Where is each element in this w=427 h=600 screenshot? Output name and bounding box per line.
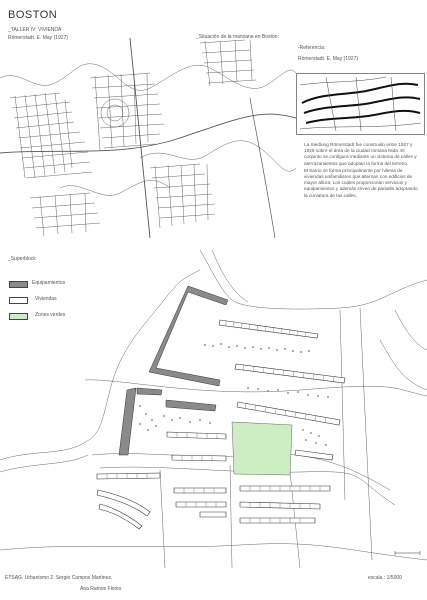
- author-label: Ana Ramos Flores: [80, 586, 122, 592]
- reference-project: Römerstadt. E. May (1927): [298, 56, 359, 62]
- project-label: Römerstadt. E. May (1927): [8, 35, 69, 41]
- scale-label: escala : 1/5000: [368, 575, 402, 581]
- project-description: [304, 142, 422, 200]
- superblock-label: _Superblock: [8, 256, 36, 262]
- course-label: _TALLER IV: VIVIENDA: [8, 27, 62, 33]
- credits-label: ETSAG. Urbanismo 2. Sergio Campos Martinez.: [5, 575, 113, 581]
- description-paragraph: La Siedlung Römerstadt fue construido entre 1927 y 1929 sobre el área de la ciudad romana Nida. El conjunto se configura mediante un sistema de calles y aterrazamientos que adoptan la forma del terreno.: [304, 142, 417, 166]
- legend-label-green: Zones verdes: [35, 312, 66, 318]
- equipment-building: [149, 286, 228, 386]
- boston-city-map: [0, 38, 296, 238]
- housing-row: [97, 473, 160, 479]
- page-title: BOSTON: [8, 9, 58, 21]
- location-caption: _Situación de la manzana en Boston:: [196, 34, 279, 40]
- equipment-building: [137, 388, 162, 395]
- housing-row: [240, 518, 315, 523]
- green-zone: [232, 422, 292, 475]
- description-paragraph: El barrio se forma principalmente por hileras de viviendas unifamiliares que alternan con edificios de mayor altura. Los cuales proporcionan servicios y equipamientos y además sirven de pantalla adoptando la curvatura de las calles.: [304, 167, 418, 198]
- legend-label-housing: Viviendas: [35, 296, 57, 302]
- superblock-site-plan: [0, 250, 427, 568]
- housing-row: [237, 402, 340, 425]
- housing-row: [97, 490, 150, 516]
- housing-row: [235, 364, 345, 383]
- housing-row: [200, 512, 226, 517]
- legend-swatch-equipment: [9, 281, 28, 288]
- reference-plan-inset: [296, 73, 425, 135]
- equipment-building: [119, 388, 136, 455]
- reference-heading: -Referencia:: [298, 45, 326, 51]
- housing-row: [176, 502, 226, 507]
- legend-swatch-housing: [9, 297, 28, 304]
- housing-row: [174, 488, 226, 493]
- legend-label-equipment: Equipamientos: [32, 280, 66, 286]
- housing-row: [240, 486, 330, 491]
- equipment-building: [166, 400, 216, 411]
- legend-swatch-green: [9, 313, 28, 320]
- housing-row: [172, 455, 226, 461]
- housing-row: [295, 450, 333, 460]
